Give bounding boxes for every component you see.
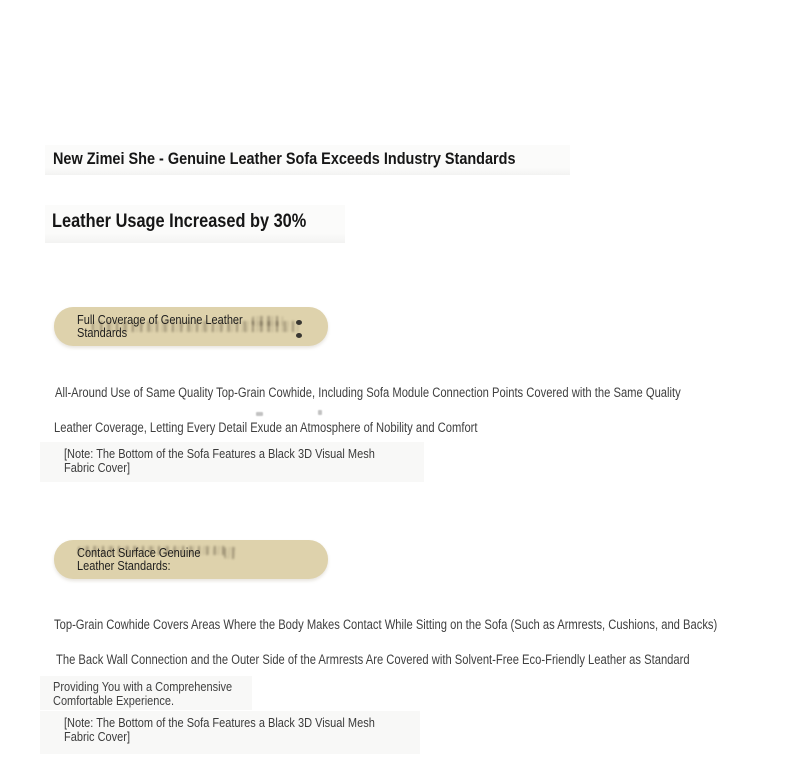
badge-text-line1: Contact Surface Genuine (77, 545, 201, 560)
section2-body-line1-text: Top-Grain Cowhide Covers Areas Where the Body Makes Contact While Sitting on the Sofa (Such as Armrests, Cushions, and Backs) (54, 617, 718, 632)
inpaint-artifact (252, 316, 284, 326)
badge-text-line2: Standards (77, 325, 128, 340)
section1-body-line2-text: Leather Coverage, Letting Every Detail Exude an Atmosphere of Nobility and Comfort (54, 420, 478, 435)
inpaint-artifact (296, 333, 302, 338)
page-subtitle-text: Leather Usage Increased by 30% (52, 211, 307, 232)
section1-body-line2 (54, 420, 564, 436)
section2-note-line1: [Note: The Bottom of the Sofa Features a Black 3D Visual Mesh (64, 716, 375, 730)
section1-body-line1 (55, 385, 790, 401)
inpaint-artifact (318, 410, 322, 415)
inpaint-artifact (256, 412, 263, 416)
section2-body-line3 (53, 680, 257, 708)
badge-full-coverage (54, 307, 328, 346)
section1-note (64, 448, 417, 475)
section2-body-line2-text: The Back Wall Connection and the Outer Side of the Armrests Are Covered with Solvent-Free Eco-Friendly Leather as Standard (56, 652, 690, 667)
section1-note-line2: Fabric Cover] (64, 460, 131, 475)
section2-body-line2 (56, 652, 790, 668)
section2-body-line3a-text: Providing You with a Comprehensive (53, 680, 233, 694)
inpaint-artifact (224, 547, 238, 559)
section1-note-line1: [Note: The Bottom of the Sofa Features a Black 3D Visual Mesh (64, 447, 375, 461)
badge-text-line1: Full Coverage of Genuine Leather (77, 312, 243, 327)
badge-text-line2: Leather Standards: (77, 558, 171, 573)
section1-body-line1-text: All-Around Use of Same Quality Top-Grain Cowhide, Including Sofa Module Connection Points Covered with the Same Quality (55, 385, 681, 400)
page-title (53, 149, 597, 169)
inpaint-artifact (78, 546, 228, 555)
badge-contact-surface (54, 540, 328, 579)
section2-body-line1 (54, 617, 790, 633)
inpaint-artifact (296, 320, 302, 325)
section2-note-line2: Fabric Cover] (64, 729, 131, 744)
section2-note (64, 717, 417, 744)
badge-line (77, 560, 328, 573)
page-subtitle (52, 210, 348, 233)
page-title-text: New Zimei She - Genuine Leather Sofa Exceeds Industry Standards (53, 149, 516, 168)
section2-body-line3b-text: Comfortable Experience. (53, 694, 175, 708)
